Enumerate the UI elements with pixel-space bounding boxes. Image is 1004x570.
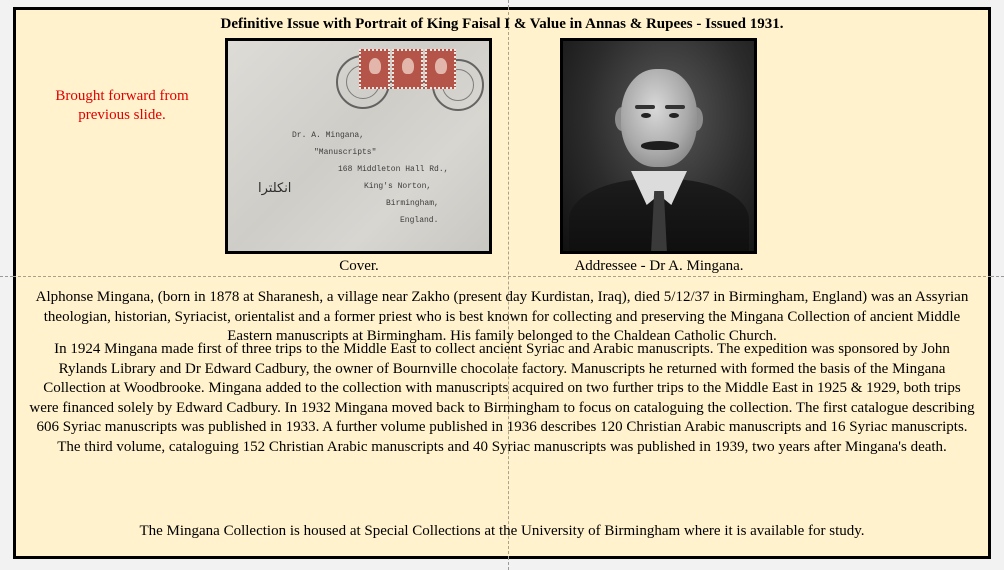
stamp bbox=[392, 49, 423, 89]
arabic-handwriting: انكلترا bbox=[258, 181, 292, 196]
address-line: King's Norton, bbox=[364, 182, 432, 191]
address-line: Dr. A. Mingana, bbox=[292, 131, 365, 140]
biography-paragraph: Alphonse Mingana, (born in 1878 at Sharanesh, a village near Zakho (present day Kurdistan, Iraq), died 5/12/37 in Birmingham, England) was an Assyrian theologian, historian, Syriacist, orientalist and a former priest who is best known for collecting and preserving the Mingana Collection of ancient Middle Eastern manuscripts at Birmingham. His family belonged to the Chaldean Catholic Church. bbox=[35, 289, 969, 344]
cover-image bbox=[225, 38, 492, 254]
collection-paragraph: The Mingana Collection is housed at Special Collections at the University of Birmingham where it is available for study. bbox=[139, 523, 865, 539]
portrait-head bbox=[621, 69, 697, 167]
address-line: England. bbox=[400, 216, 439, 225]
stamp bbox=[359, 49, 390, 89]
center-guide-vertical bbox=[508, 7, 509, 559]
address-line: Birmingham, bbox=[386, 199, 439, 208]
portrait-mustache bbox=[641, 141, 679, 150]
portrait-image bbox=[560, 38, 757, 254]
page-title: Definitive Issue with Portrait of King Faisal I & Value in Annas & Rupees - Issued 1931. bbox=[220, 16, 784, 32]
brought-forward-note: Brought forward from previous slide. bbox=[55, 88, 189, 123]
address-line: "Manuscripts" bbox=[314, 148, 377, 157]
history-paragraph: In 1924 Mingana made first of three trips to the Middle East to collect ancient Syriac and Arabic manuscripts. The expedition was sponsored by John Rylands Library and Dr Edward Cadbury, the owner of Bournville chocolate factory. Manuscripts he returned with formed the basis of the Mingana Collection at Woodbrooke. Mingana added to the collection with manuscripts acquired on two further trips to the Middle East in 1925 & 1929, both trips were financed solely by Edward Cadbury. In 1932 Mingana moved back to Birmingham to focus on cataloguing the collection. The first catalogue describing 606 Syriac manuscripts was published in 1933. A further volume published in 1936 describes 120 Christian Arabic manuscripts and 16 Syriac manuscripts. The third volume, cataloguing 152 Christian Arabic manuscripts and 40 Syriac manuscripts was published in 1939, two years after Mingana's death. bbox=[29, 341, 975, 455]
cover-caption: Cover. bbox=[339, 258, 379, 274]
portrait-caption: Addressee - Dr A. Mingana. bbox=[574, 258, 744, 274]
center-guide-horizontal bbox=[13, 276, 991, 277]
stamp bbox=[425, 49, 456, 89]
slide-page bbox=[13, 7, 991, 559]
address-line: 168 Middleton Hall Rd., bbox=[338, 165, 449, 174]
